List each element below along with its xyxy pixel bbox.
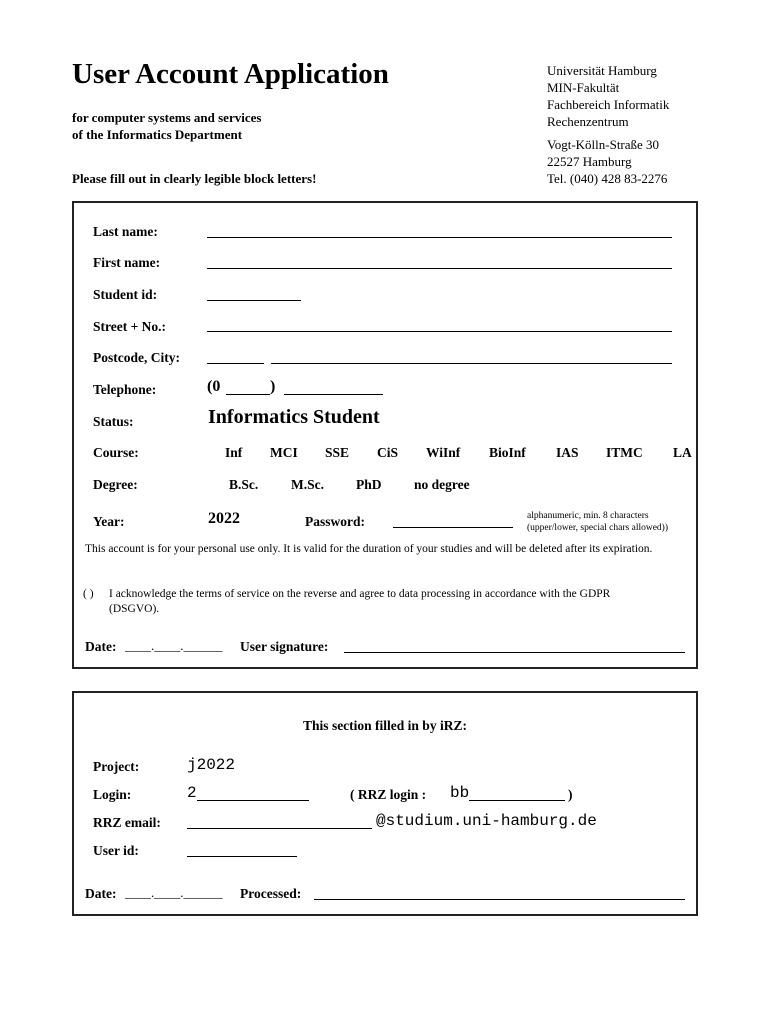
course-option-la[interactable]: LA <box>673 445 692 460</box>
page-title: User Account Application <box>72 58 389 90</box>
telephone-prefix: (0 <box>207 378 221 395</box>
login-prefix: 2 <box>187 784 197 802</box>
course-option-wiinf[interactable]: WiInf <box>426 445 461 460</box>
student-id-label: Student id: <box>93 287 158 302</box>
degree-option-phd[interactable]: PhD <box>356 477 382 492</box>
degree-option-bsc[interactable]: B.Sc. <box>229 477 259 492</box>
password-hint-line1: alphanumeric, min. 8 characters <box>527 511 649 521</box>
degree-label: Degree: <box>93 477 138 492</box>
last-name-label: Last name: <box>93 224 158 239</box>
status-label: Status: <box>93 414 134 429</box>
address-line: Tel. (040) 428 83-2276 <box>547 171 668 186</box>
irz-heading: This section filled in by iRZ: <box>303 718 467 733</box>
login-label: Login: <box>93 787 132 802</box>
user-id-label: User id: <box>93 843 139 858</box>
street-field[interactable] <box>207 331 672 332</box>
street-address <box>547 136 667 187</box>
postcode-city-label: Postcode, City: <box>93 350 180 365</box>
processed-field[interactable] <box>314 899 685 900</box>
year-label: Year: <box>93 514 125 529</box>
password-hint-line2: (upper/lower, special chars allowed)) <box>527 523 669 533</box>
date-label: Date: <box>85 639 117 654</box>
address-line: MIN-Fakultät <box>547 80 620 95</box>
telephone-close: ) <box>270 378 276 395</box>
signature-label: User signature: <box>240 639 329 654</box>
instruction-text: Please fill out in clearly legible block letters! <box>72 171 317 186</box>
user-id-field[interactable] <box>187 856 297 857</box>
address-line: 22527 Hamburg <box>547 154 632 169</box>
login-field[interactable] <box>197 800 309 801</box>
subtitle-line1: for computer systems and services <box>72 110 262 125</box>
status-value: Informatics Student <box>208 406 380 428</box>
rrz-login-label: ( RRZ login : <box>350 787 427 802</box>
rrz-email-field[interactable] <box>187 828 372 829</box>
address-line: Universität Hamburg <box>547 63 657 78</box>
rrz-login-close: ) <box>568 787 573 802</box>
street-label: Street + No.: <box>93 319 167 334</box>
date-field[interactable]: ____.____.______ <box>125 638 223 653</box>
telephone-label: Telephone: <box>93 382 157 397</box>
irz-date-field[interactable]: ____.____.______ <box>125 885 223 900</box>
course-option-itmc[interactable]: ITMC <box>606 445 643 460</box>
signature-field[interactable] <box>344 652 685 653</box>
address-line: Vogt-Kölln-Straße 30 <box>547 137 660 152</box>
ack-text-line1: I acknowledge the terms of service on the reverse and agree to data processing in accordance with the GDPR <box>109 588 611 600</box>
first-name-label: First name: <box>93 255 161 270</box>
postcode-field[interactable] <box>207 363 264 364</box>
course-option-bioinf[interactable]: BioInf <box>489 445 526 460</box>
irz-date-label: Date: <box>85 886 117 901</box>
address-line: Rechenzentrum <box>547 114 629 129</box>
processed-label: Processed: <box>240 886 302 901</box>
course-option-mci[interactable]: MCI <box>270 445 298 460</box>
telephone-field[interactable] <box>284 394 383 395</box>
course-option-ias[interactable]: IAS <box>556 445 579 460</box>
first-name-field[interactable] <box>207 268 672 269</box>
course-option-inf[interactable]: Inf <box>225 445 243 460</box>
city-field[interactable] <box>271 363 672 364</box>
subtitle-line2: of the Informatics Department <box>72 127 243 142</box>
institution-address <box>547 62 669 130</box>
course-option-cis[interactable]: CiS <box>377 445 399 460</box>
rrz-email-label: RRZ email: <box>93 815 161 830</box>
password-field[interactable] <box>393 527 513 528</box>
area-code-field[interactable] <box>226 394 270 395</box>
rrz-login-prefix: bb <box>450 784 470 802</box>
year-value: 2022 <box>208 510 240 527</box>
project-value: j2022 <box>187 756 236 774</box>
course-label: Course: <box>93 445 139 460</box>
project-label: Project: <box>93 759 140 774</box>
ack-text-line2: (DSGVO). <box>109 603 160 615</box>
degree-option-no-degree[interactable]: no degree <box>414 477 470 492</box>
email-domain: @studium.uni-hamburg.de <box>376 812 597 830</box>
last-name-field[interactable] <box>207 237 672 238</box>
course-option-sse[interactable]: SSE <box>325 445 350 460</box>
address-line: Fachbereich Informatik <box>547 97 670 112</box>
degree-option-msc[interactable]: M.Sc. <box>291 477 324 492</box>
rrz-login-field[interactable] <box>469 800 565 801</box>
ack-checkbox[interactable]: ( ) <box>83 588 94 600</box>
password-label: Password: <box>305 514 365 529</box>
usage-notice: This account is for your personal use only. It is valid for the duration of your studies and will be deleted after its expiration. <box>85 543 653 555</box>
student-id-field[interactable] <box>207 300 301 301</box>
password-hint <box>527 510 668 534</box>
